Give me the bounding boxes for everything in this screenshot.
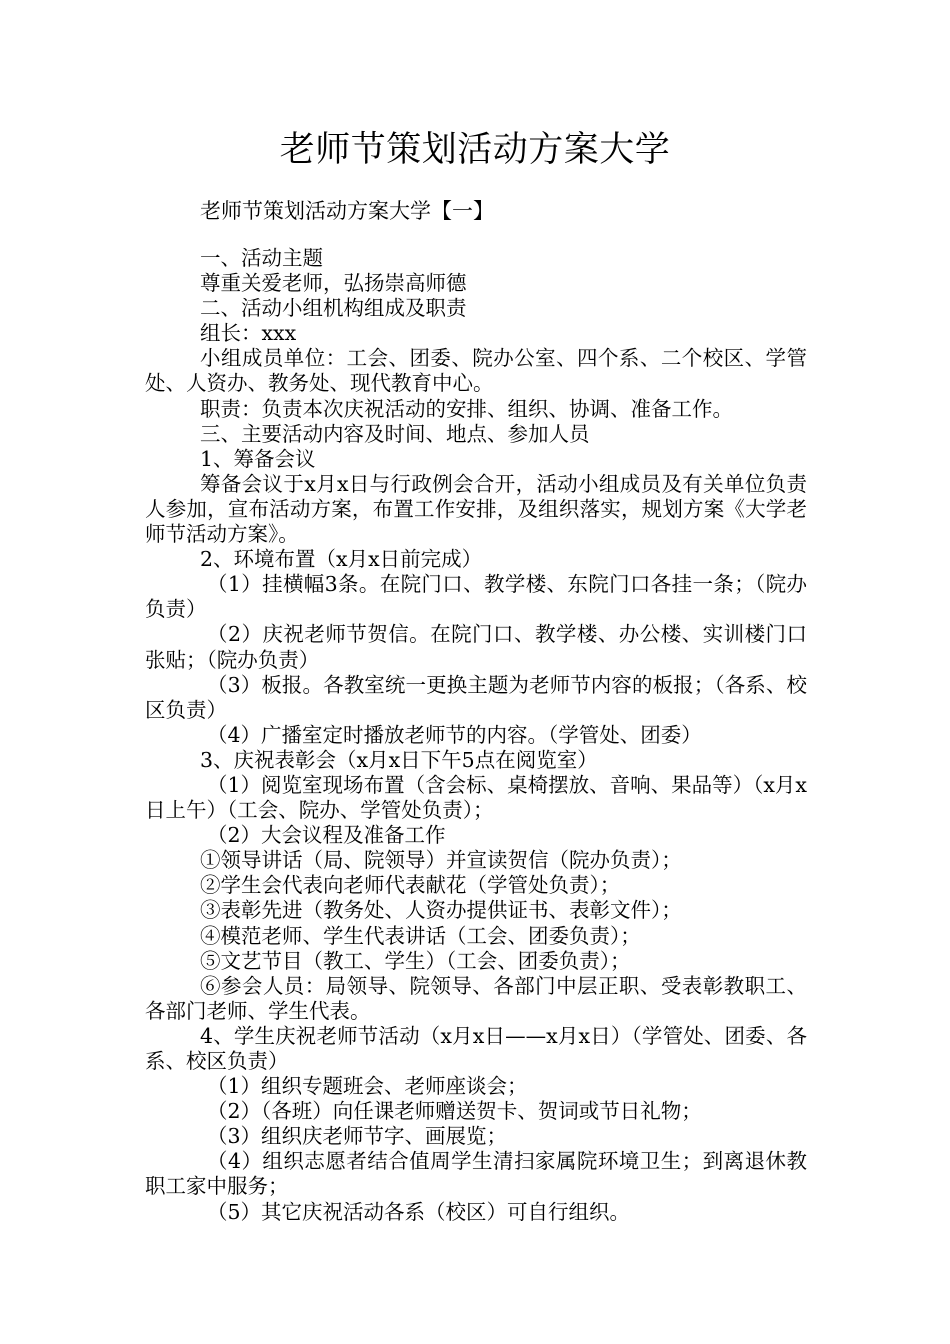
paragraph: （1）阅览室现场布置（含会标、桌椅摆放、音响、果品等）（x月x日上午）（工会、院办、学管处负责）； (145, 772, 807, 823)
paragraph: （3）组织庆老师节字、画展览； (207, 1124, 508, 1149)
paragraph: （2）大会议程及准备工作 (207, 823, 446, 848)
paragraph: 组长：xxx (200, 321, 297, 346)
paragraph: 三、主要活动内容及时间、地点、参加人员 (200, 421, 590, 446)
paragraph: （2）（各班）向任课老师赠送贺卡、贺词或节日礼物； (207, 1099, 702, 1124)
paragraph: ②学生会代表向老师代表献花（学管处负责）； (200, 873, 621, 898)
paragraph: （4）组织志愿者结合值周学生清扫家属院环境卫生；到离退休教职工家中服务； (145, 1149, 807, 1199)
paragraph: （3）板报。各教室统一更换主题为老师节内容的板报；（各系、校区负责） (145, 672, 807, 722)
paragraph: ①领导讲话（局、院领导）并宣读贺信（院办负责）； (200, 848, 682, 873)
paragraph: ③表彰先进（教务处、人资办提供证书、表彰文件）； (200, 898, 682, 923)
paragraph: ⑤文艺节目（教工、学生）（工会、团委负责）； (200, 948, 631, 973)
paragraph: （2）庆祝老师节贺信。在院门口、教学楼、办公楼、实训楼门口张贴；（院办负责） (145, 622, 807, 672)
document-subtitle: 老师节策划活动方案大学【一】 (200, 199, 494, 223)
paragraph: 一、活动主题 (200, 246, 323, 270)
paragraph: （1）挂横幅3条。在院门口、教学楼、东院门口各挂一条；（院办负责） (145, 572, 807, 622)
paragraph: 1、筹备会议 (200, 446, 316, 471)
paragraph: （5）其它庆祝活动各系（校区）可自行组织。 (207, 1199, 631, 1224)
paragraph: 3、庆祝表彰会（x月x日下午5点在阅览室） (200, 747, 598, 772)
paragraph: 小组成员单位：工会、团委、院办公室、四个系、二个校区、学管处、人资办、教务处、现代教育中心。 (145, 346, 807, 396)
paragraph: （1）组织专题班会、老师座谈会； (207, 1074, 528, 1099)
paragraph: 4、学生庆祝老师节活动（x月x日——x月x日）（学管处、团委、各系、校区负责） (145, 1023, 807, 1073)
paragraph: 职责：负责本次庆祝活动的安排、组织、协调、准备工作。 (200, 396, 733, 421)
paragraph: ④模范老师、学生代表讲话（工会、团委负责）； (200, 923, 641, 948)
paragraph: 筹备会议于x月x日与行政例会合开，活动小组成员及有关单位负责人参加，宣布活动方案，布置工作安排，及组织落实，规划方案《大学老师节活动方案》。 (145, 471, 807, 547)
paragraph: 尊重关爱老师，弘扬崇高师德 (200, 271, 467, 296)
document-body (145, 246, 807, 1225)
paragraph: （4）广播室定时播放老师节的内容。（学管处、团委） (207, 722, 702, 747)
paragraph: 2、环境布置（x月x日前完成） (200, 547, 483, 572)
document-title: 老师节策划活动方案大学 (279, 130, 671, 170)
paragraph: ⑥参会人员：局领导、院领导、各部门中层正职、受表彰教职工、各部门老师、学生代表。 (145, 973, 807, 1023)
paragraph: 二、活动小组机构组成及职责 (200, 296, 467, 321)
